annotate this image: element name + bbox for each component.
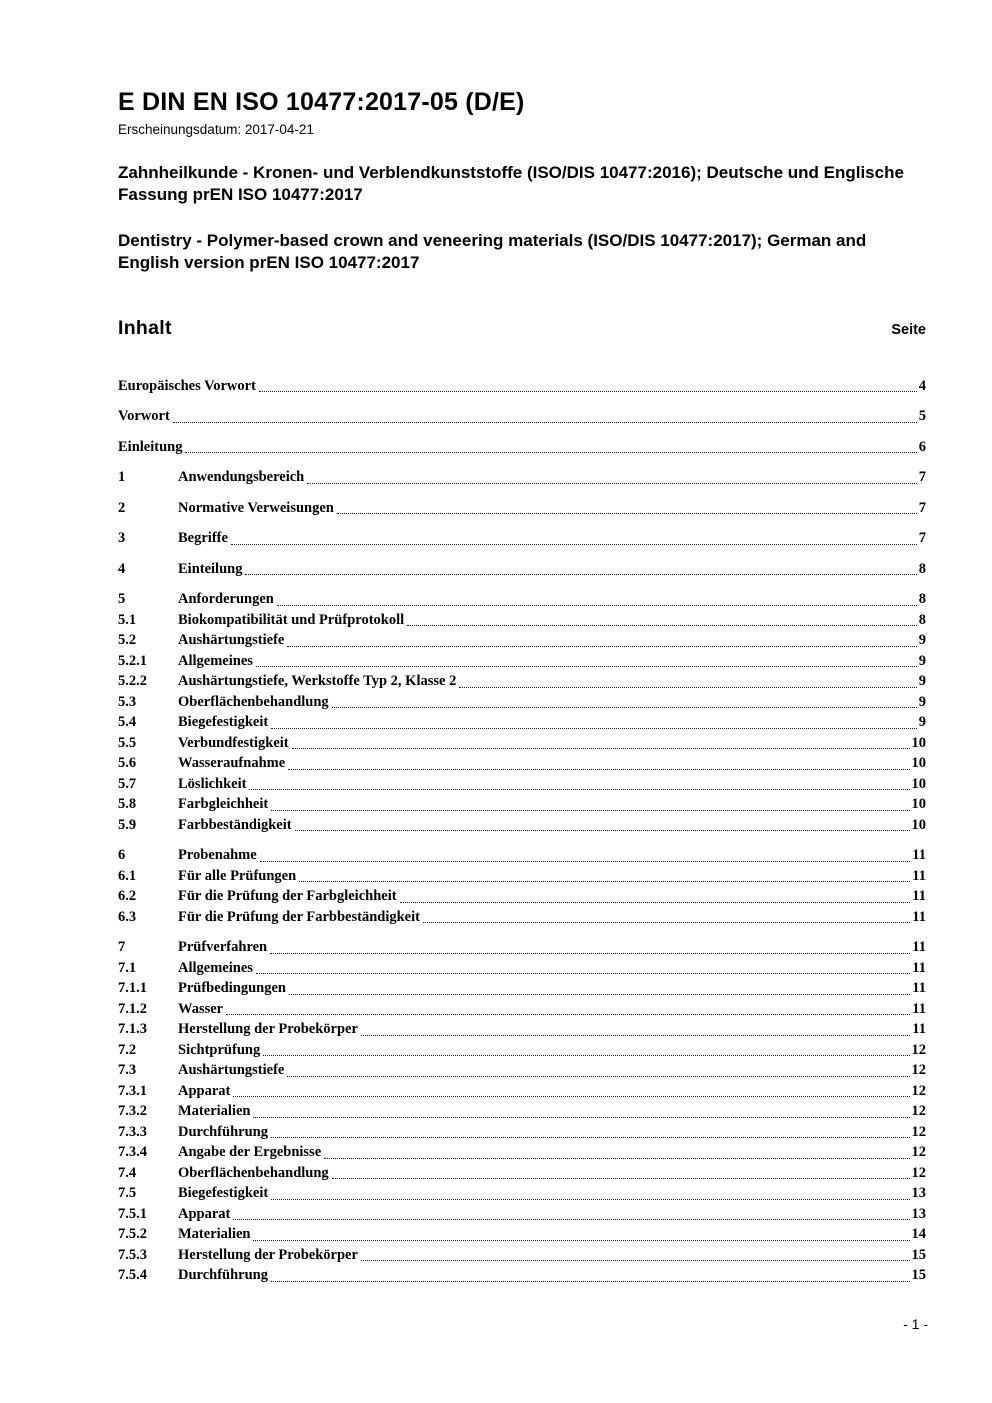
toc-entry-label: Oberflächenbehandlung (178, 1164, 329, 1181)
toc-entry-number: 6.3 (118, 908, 137, 925)
toc-entry-page: 9 (918, 673, 926, 689)
toc-entry (118, 907, 926, 928)
toc-entry-label: Europäisches Vorwort (118, 377, 256, 394)
toc-entry-page: 10 (911, 816, 926, 833)
toc-entry-number: 1 (118, 469, 126, 485)
toc-entry-page: 15 (911, 1267, 926, 1283)
toc-dot-leader (423, 922, 910, 923)
toc-dot-leader (271, 1137, 910, 1138)
toc-entry (118, 1101, 926, 1122)
toc-entry-page: 9 (918, 714, 926, 730)
toc-entry-label: Materialien (178, 1226, 251, 1242)
toc-entry-number: 5.2.2 (118, 673, 147, 689)
toc-dot-leader (226, 1014, 910, 1015)
toc-entry-page: 12 (911, 1062, 926, 1078)
toc-entry-label: Wasseraufnahme (178, 755, 286, 771)
toc-dot-leader (259, 391, 917, 392)
toc-entry-page: 11 (912, 1021, 926, 1037)
toc-entry-page: 11 (912, 908, 926, 925)
toc-entry-number: 7.3.4 (118, 1144, 147, 1160)
toc-entry-number: 7.1.2 (118, 1000, 147, 1017)
toc-list (118, 376, 926, 1286)
toc-entry-number: 7.4 (118, 1164, 137, 1181)
toc-entry-page: 12 (911, 1041, 926, 1058)
toc-entry-label: Allgemeines (178, 959, 253, 976)
toc-entry-page: 11 (912, 867, 926, 884)
toc-entry (118, 376, 926, 397)
toc-dot-leader (289, 994, 910, 995)
toc-entry-page: 12 (911, 1123, 926, 1140)
toc-entry (118, 630, 926, 651)
toc-entry-number: 5.3 (118, 693, 137, 710)
toc-entry-label: Apparat (178, 1205, 231, 1222)
toc-entry-number: 7.5.3 (118, 1246, 147, 1263)
toc-entry (118, 1265, 926, 1286)
toc-dot-leader (270, 953, 910, 954)
toc-entry-page: 7 (918, 530, 926, 546)
toc-dot-leader (256, 666, 917, 667)
toc-dot-leader (400, 902, 911, 903)
toc-entry-label: Biegefestigkeit (178, 714, 269, 730)
publication-date: Erscheinungsdatum: 2017-04-21 (118, 121, 314, 137)
toc-dot-leader (307, 483, 917, 484)
toc-entry-number: 5.6 (118, 755, 137, 771)
toc-entry (118, 467, 926, 488)
toc-entry-label: Für die Prüfung der Farbgleichheit (178, 888, 397, 904)
toc-dot-leader (245, 574, 916, 575)
toc-entry-number: 5.2 (118, 632, 137, 648)
toc-entry-page: 11 (912, 980, 926, 996)
toc-dot-leader (459, 687, 916, 688)
toc-dot-leader (173, 422, 917, 423)
toc-dot-leader (332, 707, 917, 708)
toc-entry-page: 12 (911, 1144, 926, 1160)
toc-entry-page: 8 (918, 591, 926, 607)
toc-entry-number: 2 (118, 499, 126, 516)
toc-entry-page: 12 (911, 1164, 926, 1181)
toc-entry (118, 406, 926, 427)
toc-entry-number: 5.5 (118, 734, 137, 751)
toc-entry (118, 1163, 926, 1184)
toc-dot-leader (361, 1260, 910, 1261)
toc-entry (118, 1122, 926, 1143)
toc-entry-number: 5.9 (118, 816, 137, 833)
toc-entry-number: 5.7 (118, 775, 137, 792)
toc-dot-leader (332, 1178, 910, 1179)
toc-entry-page: 10 (911, 734, 926, 751)
toc-entry (118, 559, 926, 580)
toc-entry-page: 5 (918, 408, 926, 424)
toc-entry-page: 12 (911, 1082, 926, 1099)
toc-entry-label: Wasser (178, 1000, 224, 1017)
toc-entry-page: 14 (911, 1226, 926, 1242)
toc-entry-page: 11 (912, 959, 926, 976)
toc-dot-leader (231, 544, 917, 545)
toc-entry-page: 13 (911, 1185, 926, 1201)
toc-entry-label: Verbundfestigkeit (178, 734, 289, 751)
toc-entry-label: Begriffe (178, 530, 228, 546)
toc-entry-number: 5.8 (118, 796, 137, 812)
toc-dot-leader (407, 625, 917, 626)
toc-entry-page: 9 (918, 693, 926, 710)
toc-entry-number: 5.2.1 (118, 652, 147, 669)
toc-dot-leader (277, 605, 917, 606)
toc-dot-leader (233, 1219, 909, 1220)
toc-entry-page: 9 (918, 632, 926, 648)
toc-entry (118, 437, 926, 458)
toc-entry-number: 7.5 (118, 1185, 137, 1201)
toc-entry-page: 9 (918, 652, 926, 669)
toc-dot-leader (256, 973, 910, 974)
toc-entry (118, 1204, 926, 1225)
toc-entry-number: 3 (118, 530, 126, 546)
toc-entry-label: Prüfverfahren (178, 939, 268, 955)
toc-entry-number: 7.3.3 (118, 1123, 147, 1140)
toc-entry-number: 5.1 (118, 611, 137, 628)
toc-dot-leader (324, 1158, 909, 1159)
toc-entry-label: Probenahme (178, 847, 257, 863)
toc-dot-leader (287, 646, 916, 647)
toc-entry-label: Einteilung (178, 560, 243, 577)
toc-entry-number: 7.1.3 (118, 1021, 147, 1037)
toc-entry-label: Sichtprüfung (178, 1041, 261, 1058)
toc-entry (118, 937, 926, 958)
toc-entry-label: Anwendungsbereich (178, 469, 305, 485)
toc-entry (118, 1019, 926, 1040)
toc-entry-number: 7.2 (118, 1041, 137, 1058)
toc-entry (118, 794, 926, 815)
toc-dot-leader (271, 810, 909, 811)
toc-entry-label: Für die Prüfung der Farbbeständigkeit (178, 908, 420, 925)
toc-entry-number: 6 (118, 847, 126, 863)
toc-entry (118, 774, 926, 795)
toc-entry (118, 498, 926, 519)
toc-entry (118, 1245, 926, 1266)
toc-entry (118, 528, 926, 549)
toc-entry (118, 692, 926, 713)
toc-entry-page: 8 (918, 560, 926, 577)
toc-entry-label: Aushärtungstiefe (178, 1062, 285, 1078)
toc-entry-number: 7.3.1 (118, 1082, 147, 1099)
toc-entry-label: Aushärtungstiefe, Werkstoffe Typ 2, Klasse 2 (178, 673, 457, 689)
toc-entry-number: 7.5.2 (118, 1226, 147, 1242)
toc-dot-leader (233, 1096, 909, 1097)
toc-entry-number: 5.4 (118, 714, 137, 730)
toc-entry-number: 7.3 (118, 1062, 137, 1078)
document-title: E DIN EN ISO 10477:2017-05 (D/E) (118, 88, 525, 116)
toc-entry (118, 815, 926, 836)
toc-entry (118, 753, 926, 774)
toc-entry-page: 13 (911, 1205, 926, 1222)
toc-entry-number: 7.3.2 (118, 1103, 147, 1119)
toc-entry-page: 4 (918, 377, 926, 394)
toc-entry (118, 1081, 926, 1102)
toc-entry-label: Farbgleichheit (178, 796, 269, 812)
toc-header-row (118, 317, 926, 340)
toc-entry-page: 7 (918, 499, 926, 516)
toc-entry (118, 1060, 926, 1081)
toc-heading: Inhalt (118, 316, 172, 339)
toc-entry-page: 10 (911, 755, 926, 771)
toc-dot-leader (361, 1035, 910, 1036)
toc-entry (118, 589, 926, 610)
toc-entry-page: 11 (912, 939, 926, 955)
toc-entry-label: Herstellung der Probekörper (178, 1021, 358, 1037)
toc-entry-page: 7 (918, 469, 926, 485)
toc-dot-leader (185, 452, 916, 453)
toc-entry (118, 610, 926, 631)
page-number-footer: - 1 - (903, 1316, 928, 1332)
toc-entry-label: Durchführung (178, 1123, 268, 1140)
toc-entry (118, 886, 926, 907)
toc-entry-page: 10 (911, 775, 926, 792)
toc-entry-page: 11 (912, 888, 926, 904)
toc-entry-label: Einleitung (118, 438, 183, 455)
toc-entry-page: 15 (911, 1246, 926, 1263)
toc-entry (118, 999, 926, 1020)
toc-entry (118, 1224, 926, 1245)
toc-entry-label: Normative Verweisungen (178, 499, 334, 516)
toc-dot-leader (263, 1055, 909, 1056)
toc-entry-label: Angabe der Ergebnisse (178, 1144, 322, 1160)
toc-entry (118, 1142, 926, 1163)
toc-entry-label: Für alle Prüfungen (178, 867, 297, 884)
toc-entry (118, 1040, 926, 1061)
toc-dot-leader (337, 513, 917, 514)
toc-entry-number: 7.1.1 (118, 980, 147, 996)
toc-entry-number: 6.2 (118, 888, 137, 904)
toc-dot-leader (292, 748, 910, 749)
toc-entry-page: 8 (918, 611, 926, 628)
toc-entry-label: Materialien (178, 1103, 251, 1119)
toc-entry-page: 12 (911, 1103, 926, 1119)
toc-dot-leader (253, 1117, 909, 1118)
toc-entry-label: Herstellung der Probekörper (178, 1246, 358, 1263)
toc-entry-label: Biegefestigkeit (178, 1185, 269, 1201)
toc-entry-number: 7.5.1 (118, 1205, 147, 1222)
toc-entry (118, 845, 926, 866)
toc-entry-page: 10 (911, 796, 926, 812)
toc-entry-label: Durchführung (178, 1267, 268, 1283)
toc-dot-leader (299, 881, 910, 882)
toc-entry-page: 11 (912, 1000, 926, 1017)
toc-entry-label: Prüfbedingungen (178, 980, 286, 996)
toc-dot-leader (271, 1281, 910, 1282)
toc-entry-number: 7.1 (118, 959, 137, 976)
toc-dot-leader (287, 1076, 909, 1077)
toc-entry-label: Anforderungen (178, 591, 274, 607)
toc-dot-leader (260, 861, 911, 862)
toc-entry-label: Oberflächenbehandlung (178, 693, 329, 710)
toc-entry (118, 958, 926, 979)
toc-dot-leader (288, 769, 909, 770)
toc-entry (118, 1183, 926, 1204)
toc-entry-label: Farbbeständigkeit (178, 816, 292, 833)
toc-dot-leader (295, 830, 910, 831)
toc-entry-label: Biokompatibilität und Prüfprotokoll (178, 611, 405, 628)
toc-entry-label: Vorwort (118, 408, 170, 424)
toc-entry-number: 7 (118, 939, 126, 955)
german-document-title: Zahnheilkunde - Kronen- und Verblendkunststoffe (ISO/DIS 10477:2016); Deutsche und Englische Fassung prEN ISO 10477:2017 (118, 162, 904, 205)
toc-entry (118, 712, 926, 733)
toc-entry-number: 6.1 (118, 867, 137, 884)
toc-entry-number: 5 (118, 591, 126, 607)
toc-entry-label: Aushärtungstiefe (178, 632, 285, 648)
toc-entry-label: Allgemeines (178, 652, 253, 669)
toc-dot-leader (253, 1240, 909, 1241)
toc-entry (118, 651, 926, 672)
toc-page-column-label: Seite (891, 321, 926, 338)
toc-entry-page: 11 (912, 847, 926, 863)
toc-entry (118, 978, 926, 999)
toc-entry-number: 4 (118, 560, 126, 577)
toc-entry (118, 733, 926, 754)
toc-dot-leader (271, 1199, 909, 1200)
toc-dot-leader (271, 728, 917, 729)
toc-entry-label: Löslichkeit (178, 775, 247, 792)
toc-dot-leader (249, 789, 909, 790)
toc-entry (118, 866, 926, 887)
toc-entry-page: 6 (918, 438, 926, 455)
toc-entry (118, 671, 926, 692)
toc-entry-label: Apparat (178, 1082, 231, 1099)
english-document-title: Dentistry - Polymer-based crown and veneering materials (ISO/DIS 10477:2017); German and English version prEN ISO 10477:2017 (118, 230, 867, 273)
toc-entry-number: 7.5.4 (118, 1267, 147, 1283)
